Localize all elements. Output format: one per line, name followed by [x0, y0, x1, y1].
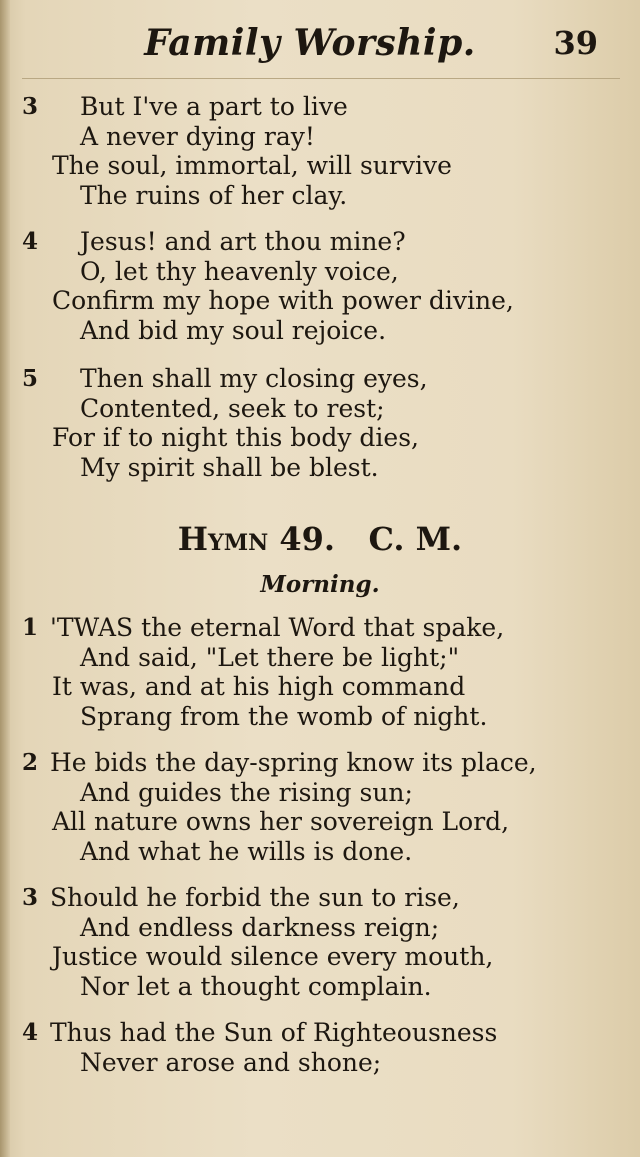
- stanza-number: 4: [22, 1019, 39, 1046]
- verse-line: 'TWAS the eternal Word that spake,: [50, 613, 505, 642]
- header-rule: [22, 78, 620, 79]
- verse-line: Nor let a thought complain.: [80, 972, 432, 1001]
- verse-line: And said, "Let there be light;": [80, 643, 460, 672]
- hymn-heading: [0, 520, 640, 558]
- verse-line: Confirm my hope with power divine,: [52, 286, 514, 315]
- verse-line: Thus had the Sun of Righteousness: [50, 1018, 498, 1047]
- verse-line: For if to night this body dies,: [52, 423, 419, 452]
- verse-line: Justice would silence every mouth,: [52, 942, 494, 971]
- verse-line: Should he forbid the sun to rise,: [50, 883, 460, 912]
- hymn-number: 49.: [279, 520, 336, 558]
- verse-line: And what he wills is done.: [80, 837, 413, 866]
- verse-line: The soul, immortal, will survive: [52, 151, 452, 180]
- verse-line: Never arose and shone;: [80, 1048, 382, 1077]
- verse-line: And endless darkness reign;: [80, 913, 440, 942]
- verse-line: He bids the day-spring know its place,: [50, 748, 537, 777]
- verse-line: But I've a part to live: [80, 92, 348, 121]
- verse-line: The ruins of her clay.: [80, 181, 348, 210]
- stanza-number: 2: [22, 749, 39, 776]
- hymn-meter: C. M.: [368, 520, 463, 558]
- verse-line: Jesus! and art thou mine?: [80, 227, 406, 256]
- hymn-word: Hymn: [177, 520, 269, 558]
- stanza-number: 3: [22, 93, 39, 120]
- stanza-number: 1: [22, 614, 39, 641]
- running-title: Family Worship.: [144, 22, 476, 64]
- verse-line: And bid my soul rejoice.: [80, 316, 387, 345]
- hymn-subtitle: Morning.: [260, 571, 380, 598]
- page-number: 39: [553, 24, 598, 62]
- verse-line: A never dying ray!: [80, 122, 315, 151]
- verse-line: All nature owns her sovereign Lord,: [52, 807, 510, 836]
- verse-line: And guides the rising sun;: [80, 778, 413, 807]
- verse-line: Sprang from the womb of night.: [80, 702, 488, 731]
- verse-line: It was, and at his high command: [52, 672, 466, 701]
- verse-line: My spirit shall be blest.: [80, 453, 379, 482]
- verse-line: O, let thy heavenly voice,: [80, 257, 399, 286]
- stanza-number: 4: [22, 228, 39, 255]
- verse-line: Then shall my closing eyes,: [80, 364, 428, 393]
- stanza-number: 5: [22, 365, 39, 392]
- verse-line: Contented, seek to rest;: [80, 394, 385, 423]
- stanza-number: 3: [22, 884, 39, 911]
